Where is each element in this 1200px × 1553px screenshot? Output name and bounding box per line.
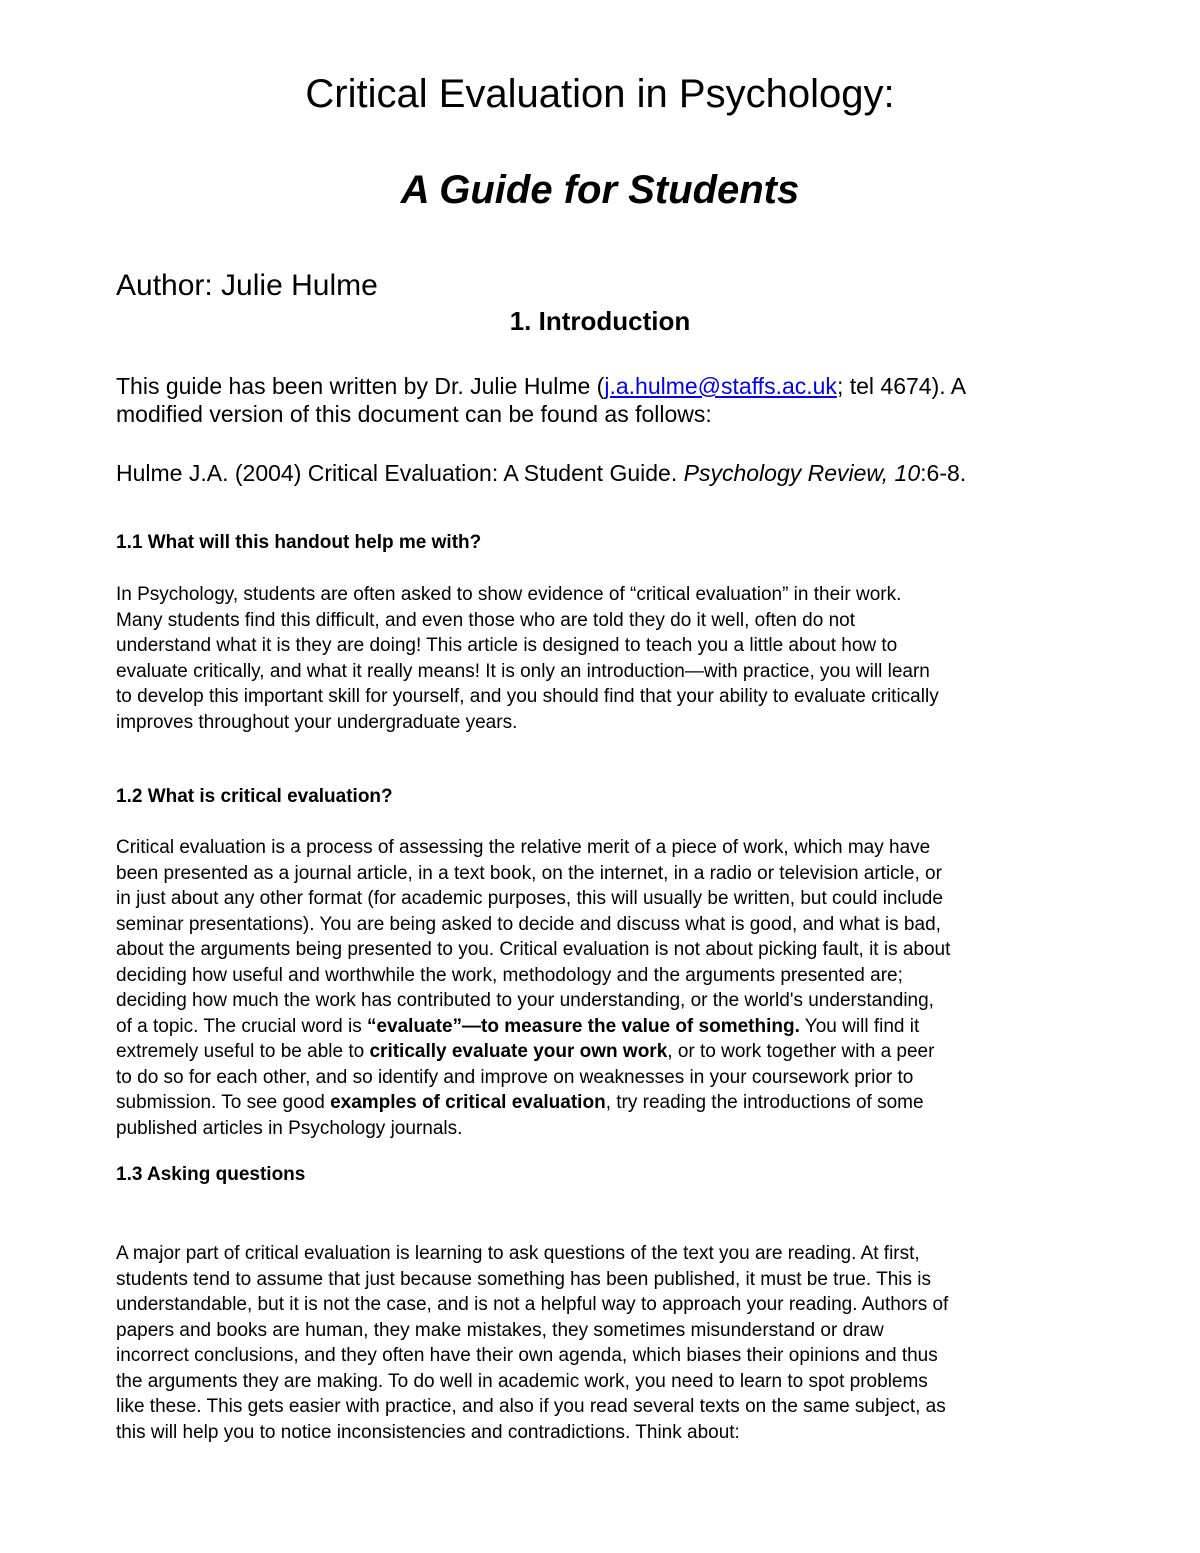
bold-text-run: critically evaluate your own work [369, 1041, 668, 1062]
paragraph-line [116, 1039, 1106, 1065]
paragraph-line: to develop this important skill for yourself, and you should find that your ability to evaluate critically [116, 686, 939, 707]
paragraph-line: incorrect conclusions, and they often have their own agenda, which biases their opinions and thus [116, 1345, 938, 1366]
paragraph-line: papers and books are human, they make mistakes, they sometimes misunderstand or draw [116, 1319, 884, 1341]
paragraph-line: A major part of critical evaluation is learning to ask questions of the text you are reading. At first, [116, 1243, 920, 1264]
intro-text: ; tel 4674). A [836, 373, 967, 399]
paragraph-line: In Psychology, students are often asked to show evidence of “critical evaluation” in their work. [116, 584, 902, 605]
bold-text-run: “evaluate”—to measure the value of something. [366, 1015, 800, 1037]
intro-line-1 [116, 372, 966, 400]
document-title: Critical Evaluation in Psychology: [305, 72, 895, 116]
paragraph-line: been presented as a journal article, in a text book, on the internet, in a radio or television article, or [116, 862, 942, 884]
paragraph-line [116, 1014, 1106, 1040]
paragraph-line: improves throughout your undergraduate years. [116, 711, 518, 733]
paragraph-line: to do so for each other, and so identify and improve on weaknesses in your coursework prior to [116, 1066, 914, 1088]
text-run: , or to work together with a peer [667, 1041, 935, 1062]
subheading-1-1: 1.1 What will this handout help me with? [116, 532, 482, 553]
paragraph-1-2 [116, 835, 1106, 1141]
text-run: , try reading the introductions of some [605, 1092, 924, 1113]
paragraph-line: seminar presentations). You are being asked to decide and discuss what is good, and what is bad, [116, 913, 941, 935]
text-run: submission. To see good [116, 1092, 331, 1113]
citation-text: Hulme J.A. (2004) Critical Evaluation: A Student Guide. [116, 460, 684, 486]
text-run: You will find it [799, 1015, 920, 1037]
paragraph-line: Critical evaluation is a process of assessing the relative merit of a piece of work, which may have [116, 837, 931, 858]
paragraph-line: understandable, but it is not the case, and is not a helpful way to approach your reading. Authors of [116, 1294, 949, 1315]
citation [116, 459, 966, 487]
document-subtitle: A Guide for Students [400, 168, 800, 212]
author-line: Author: Julie Hulme [116, 269, 378, 302]
intro-line-2: modified version of this document can be found as follows: [116, 401, 712, 427]
paragraph-line [116, 1090, 1106, 1116]
paragraph-1-3 [116, 1241, 1106, 1445]
bold-text-run: examples of critical evaluation [330, 1092, 606, 1113]
paragraph-line: students tend to assume that just because something has been published, it must be true. This is [116, 1268, 932, 1290]
paragraph-line: published articles in Psychology journals. [116, 1117, 463, 1139]
paragraph-line: evaluate critically, and what it really means! It is only an introduction—with practice, you will learn [116, 660, 930, 682]
paragraph-line: about the arguments being presented to you. Critical evaluation is not about picking fault, it is about [116, 939, 951, 960]
paragraph-line: like these. This gets easier with practice, and also if you read several texts on the same subject, as [116, 1396, 946, 1417]
intro-text: This guide has been written by Dr. Julie Hulme ( [116, 373, 605, 399]
paragraph-line: Many students find this difficult, and even those who are told they do it well, often do not [116, 609, 855, 631]
citation-pages: :6-8. [920, 460, 967, 486]
paragraph-line: deciding how useful and worthwhile the work, methodology and the arguments presented are; [116, 964, 903, 986]
citation-journal: Psychology Review, 10 [683, 460, 921, 486]
subheading-1-2: 1.2 What is critical evaluation? [116, 786, 393, 807]
paragraph-line: deciding how much the work has contributed to your understanding, or the world's understanding, [116, 990, 934, 1011]
text-run: of a topic. The crucial word is [116, 1015, 367, 1037]
paragraph-line: in just about any other format (for academic purposes, this will usually be written, but could include [116, 888, 943, 909]
paragraph-line: the arguments they are making. To do well in academic work, you need to learn to spot problems [116, 1370, 928, 1392]
paragraph-1-1 [116, 582, 1106, 735]
paragraph-line: this will help you to notice inconsistencies and contradictions. Think about: [116, 1421, 740, 1443]
subheading-1-3: 1.3 Asking questions [116, 1164, 306, 1185]
email-link[interactable]: j.a.hulme@staffs.ac.uk [604, 373, 837, 399]
paragraph-line: understand what it is they are doing! This article is designed to teach you a little about how to [116, 635, 898, 656]
section-heading-introduction: 1. Introduction [509, 306, 691, 336]
text-run: extremely useful to be able to [116, 1041, 370, 1062]
